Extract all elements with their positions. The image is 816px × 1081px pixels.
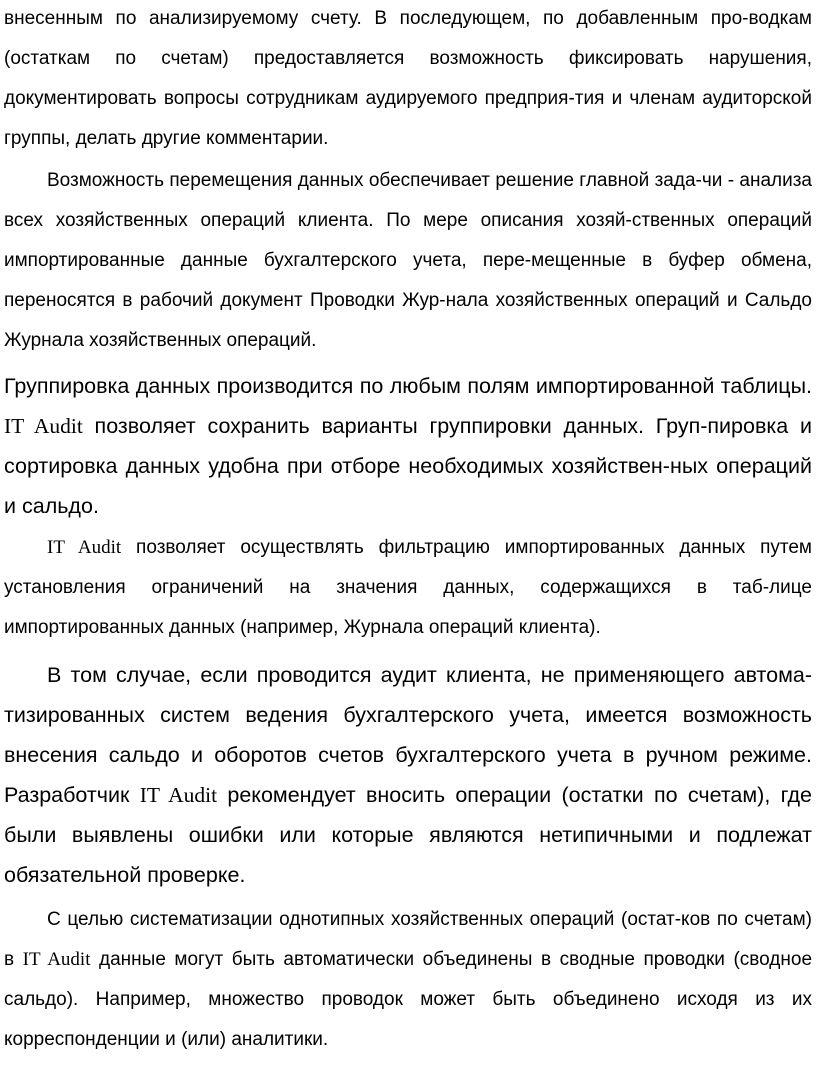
paragraph-2 [4, 161, 812, 361]
paragraph-4 [4, 528, 812, 648]
product-name-it-audit: IT Audit [22, 949, 91, 970]
paragraph-6 [4, 900, 812, 1060]
product-name-it-audit: IT Audit [4, 414, 83, 438]
product-name-it-audit: IT Audit [47, 537, 122, 558]
paragraph-5-text-a: В том случае, если проводится аудит клиента, не применяющего автома-тизированных систем ведения бухгалтерского учета, имеется возможность внесения сальдо и оборотов счетов бухгалтерского учета в ручном режиме. Разработчик [4, 663, 812, 807]
paragraph-3-text-a: Группировка данных производится по любым полям импортированной таблицы. [4, 374, 812, 398]
paragraph-6-text-b: данные могут быть автоматически объединены в сводные проводки (сводное сальдо). Например, множество проводок может быть объединено исходя из их корреспонденции и (или) аналитики. [4, 949, 813, 1050]
paragraph-6-text-a: С целью систематизации однотипных хозяйственных операций (остат-ков по счетам) в [4, 909, 812, 970]
paragraph-5-text-b: рекомендует вносить операции (остатки по счетам), где были выявлены ошибки или которые являются нетипичными и подлежат обязательной проверке. [4, 783, 812, 887]
paragraph-4-text: позволяет осуществлять фильтрацию импортированных данных путем установления ограничений на значения данных, содержащихся в таб-лице импортированных данных (например, Журнала операций клиента). [4, 537, 812, 638]
document-page [4, 0, 812, 1060]
paragraph-3 [4, 366, 812, 526]
paragraph-1 [4, 0, 812, 159]
paragraph-5 [4, 655, 812, 895]
paragraph-3-text-b: позволяет сохранить варианты группировки данных. Груп-пировка и сортировка данных удобна при отборе необходимых хозяйствен-ных операций и сальдо. [4, 414, 812, 518]
paragraph-1-text: внесенным по анализируемому счету. В последующем, по добавленным про-водкам (остаткам по счетам) предоставляется возможность фиксировать нарушения, документировать вопросы сотрудникам аудируемого предприя-тия и членам аудиторской группы, делать другие комментарии. [4, 8, 812, 149]
paragraph-2-text: Возможность перемещения данных обеспечивает решение главной зада-чи - анализа всех хозяйственных операций клиента. По мере описания хозяй-ственных операций импортированные данные бухгалтерского учета, пере-мещенные в буфер обмена, переносятся в рабочий документ Проводки Жур-нала хозяйственных операций и Сальдо Журнала хозяйственных операций. [4, 170, 812, 351]
product-name-it-audit: IT Audit [139, 783, 218, 807]
